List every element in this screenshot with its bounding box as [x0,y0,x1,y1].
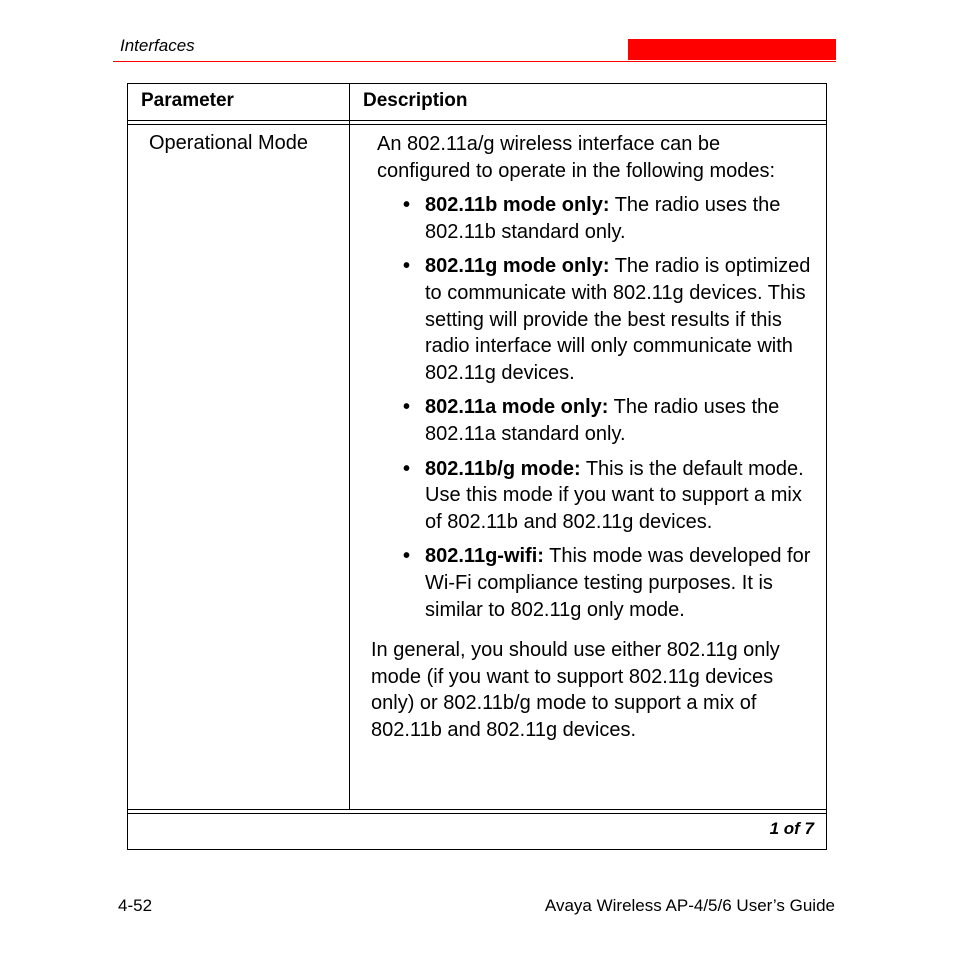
mode-text: The radio uses the 802.11b standard only. [425,194,781,243]
list-item [371,543,816,623]
description-cell [371,131,816,743]
mode-term: 802.11g-wifi: [425,545,544,568]
description-intro: An 802.11a/g wireless interface can be configured to operate in the following modes: [377,133,776,182]
table-page-indicator: 1 of 7 [769,819,814,838]
table-footer-rule [128,813,826,814]
header-accent-bar [628,39,836,60]
section-title: Interfaces [120,36,195,55]
table-header-row [128,84,826,121]
parameter-cell: Operational Mode [149,132,308,154]
list-item [371,394,816,447]
bullet-icon: • [403,255,411,278]
guide-title: Avaya Wireless AP-4/5/6 User’s Guide [544,896,835,915]
list-item [371,456,816,536]
bullet-icon: • [403,396,411,419]
column-header-description: Description [363,90,468,111]
bullet-icon: • [403,194,411,217]
mode-term: 802.11a mode only: [425,396,609,419]
column-header-parameter: Parameter [141,90,234,111]
mode-text: The radio is optimized to communicate with 802.11g devices. This setting will provide the best results if this radio interface will only communicate with 802.11g devices. [425,255,811,384]
mode-text: The radio uses the 802.11a standard only. [425,396,780,445]
header-double-rule [128,124,826,125]
parameter-table [127,83,827,850]
bullet-icon: • [403,545,411,568]
description-summary: In general, you should use either 802.11g only mode (if you want to support 802.11g devices only) or 802.11b/g mode to support a mix of 802.11b and 802.11g devices. [371,639,780,741]
header-rule [113,61,836,62]
mode-term: 802.11b/g mode: [425,457,581,480]
page-number: 4-52 [118,896,153,915]
mode-term: 802.11b mode only: [425,194,610,217]
mode-text: This is the default mode. Use this mode if you want to support a mix of 802.11b and 802.11g devices. [425,457,804,533]
bullet-icon: • [403,457,411,480]
column-divider [349,84,350,809]
list-item [371,192,816,245]
mode-term: 802.11g mode only: [425,255,610,278]
list-item [371,253,816,386]
table-footer-rule [128,809,826,810]
mode-list [371,192,816,623]
mode-text: This mode was developed for Wi-Fi compliance testing purposes. It is similar to 802.11g only mode. [425,545,811,621]
